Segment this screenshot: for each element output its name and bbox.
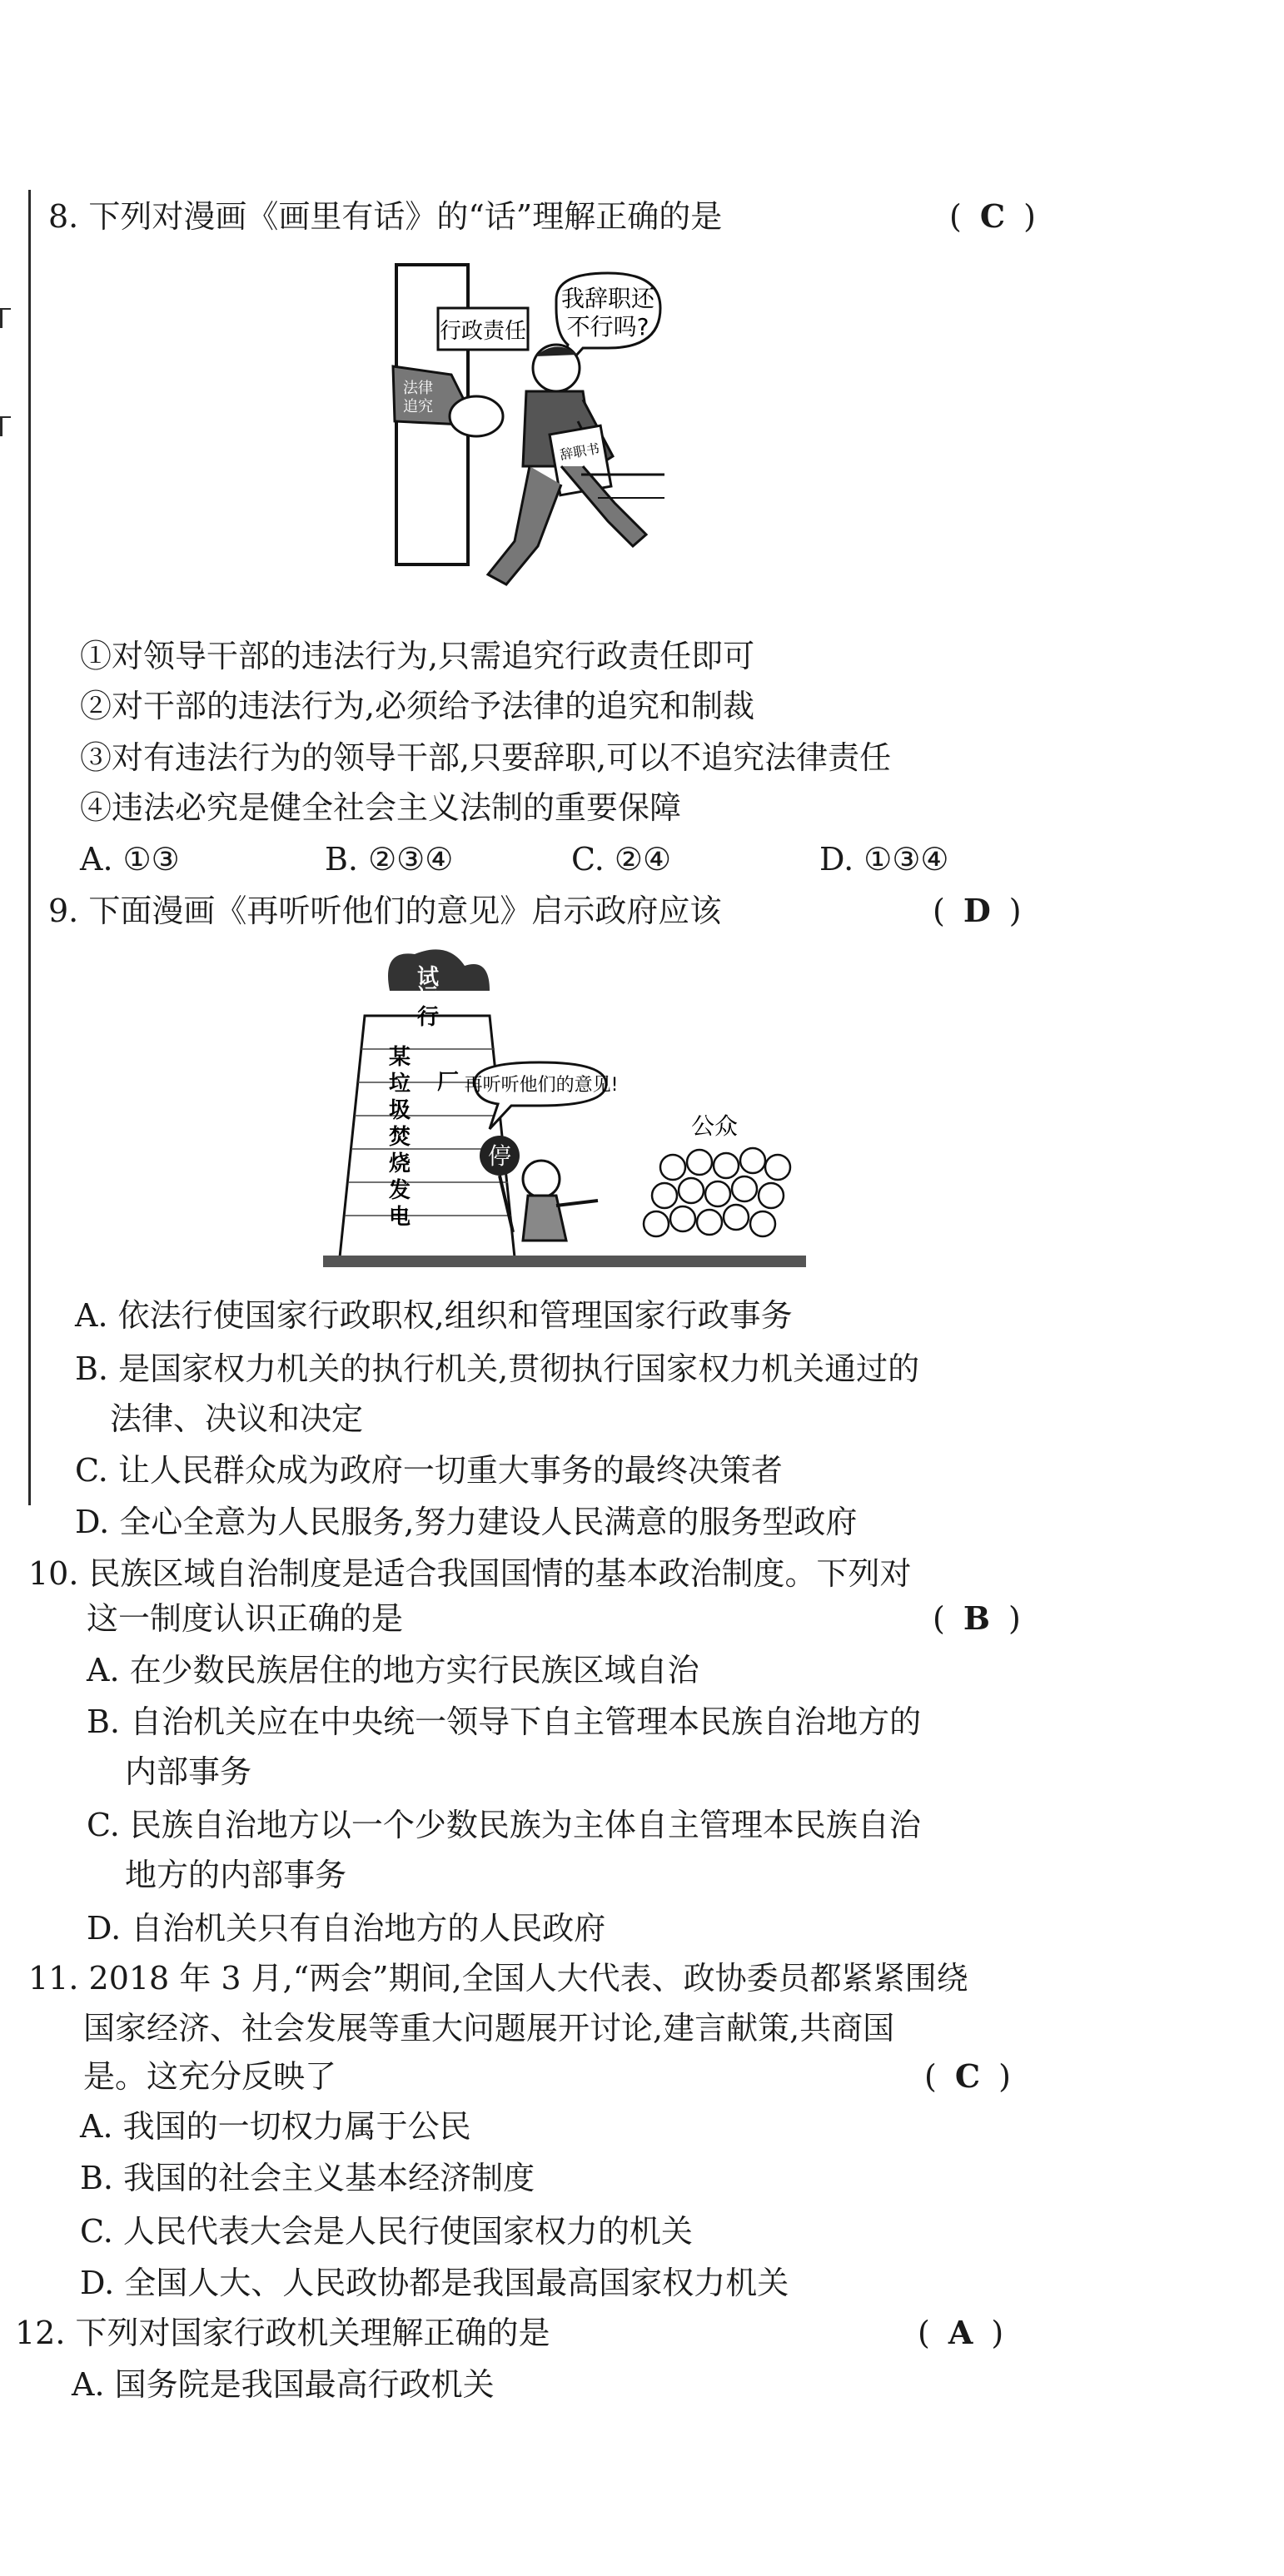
choice-9-b-continued: 法律、决议和决定: [110, 1400, 364, 1437]
choice-11-d: D. 全国人大、人民政协都是我国最高国家权力机关: [80, 2265, 789, 2301]
question-number: 9.: [48, 893, 79, 929]
answer-letter: C: [979, 197, 1006, 235]
choice-11-a: A. 我国的一切权力属于公民: [80, 2108, 471, 2145]
choice-9-c: C. 让人民群众成为政府一切重大事务的最终决策者: [75, 1452, 783, 1489]
margin-mark: [0, 308, 11, 328]
cartoon-listen: [323, 941, 806, 1270]
choice-10-c: C. 民族自治地方以一个少数民族为主体自主管理本民族自治: [87, 1807, 921, 1843]
question-number: 11.: [28, 1960, 79, 1997]
answer-letter: D: [963, 892, 991, 929]
answer-8: ( C ): [949, 197, 1036, 235]
question-text: 2018 年 3 月,“两会”期间,全国人大代表、政协委员都紧紧围绕: [88, 1960, 968, 1997]
choice-11-b: B. 我国的社会主义基本经济制度: [80, 2160, 535, 2196]
choice-8-b: B. ②③④: [325, 841, 454, 878]
resignation-paper-label: 辞职书: [558, 440, 601, 464]
statement-1: ①对领导干部的违法行为,只需追究行政责任即可: [80, 638, 755, 674]
choice-8-a: A. ①③: [80, 841, 180, 878]
question-10-stem-continued: 这一制度认识正确的是: [87, 1600, 404, 1637]
question-11-stem-line-3: 是。这充分反映了: [83, 2058, 337, 2095]
sleeve-label-1: 法律: [403, 380, 433, 397]
question-text: 下列对漫画《画里有话》的“话”理解正确的是: [88, 198, 723, 235]
question-11-stem: [28, 1958, 968, 1998]
answer-11: ( C ): [924, 2057, 1011, 2095]
margin-rule: [28, 190, 31, 1505]
statement-4: ④违法必究是健全社会主义法制的重要保障: [80, 789, 682, 826]
tower-top-2: 运: [416, 985, 440, 1010]
question-text: 下面漫画《再听听他们的意见》启示政府应该: [88, 893, 722, 929]
choice-10-b-continued: 内部事务: [125, 1753, 252, 1790]
answer-12: ( A ): [918, 2314, 1004, 2351]
choice-9-d: D. 全心全意为人民服务,努力建设人民满意的服务型政府: [75, 1504, 858, 1540]
question-number: 8.: [48, 198, 79, 235]
question-11-stem-line-2: 国家经济、社会发展等重大问题展开讨论,建言献策,共商国: [83, 2010, 895, 2046]
speech-line-2: 不行吗?: [566, 313, 649, 341]
answer-letter: B: [963, 1599, 990, 1637]
answer-letter: A: [948, 2314, 973, 2351]
question-text: 下列对国家行政机关理解正确的是: [75, 2315, 550, 2351]
choice-12-a: A. 国务院是我国最高行政机关: [72, 2366, 495, 2403]
answer-letter: C: [954, 2057, 981, 2095]
sleeve-label-2: 追究: [403, 398, 433, 415]
question-text: 民族区域自治制度是适合我国国情的基本政治制度。下列对: [88, 1555, 912, 1592]
choice-10-c-continued: 地方的内部事务: [125, 1857, 347, 1893]
question-number: 12.: [15, 2315, 66, 2351]
tower-top-3: 行: [416, 1005, 440, 1030]
choice-9-a: A. 依法行使国家行政职权,组织和管理国家行政事务: [75, 1297, 793, 1334]
tower-top-1: 试: [416, 965, 440, 990]
question-number: 10.: [28, 1555, 79, 1592]
stop-sign-text: 停: [487, 1142, 512, 1170]
statement-2: ②对干部的违法行为,必须给予法律的追究和制裁: [80, 688, 755, 724]
door-sign-text: 行政责任: [439, 319, 527, 344]
margin-mark: [0, 416, 11, 436]
svg-text:某: 某: [388, 1045, 411, 1070]
choice-8-c: C. ②④: [571, 841, 672, 878]
cartoon-resignation: [390, 258, 673, 612]
svg-text:焚: 焚: [388, 1125, 411, 1150]
choice-10-b: B. 自治机关应在中央统一领导下自主管理本民族自治地方的: [87, 1703, 922, 1740]
question-10-stem: [28, 1554, 912, 1594]
choice-11-c: C. 人民代表大会是人民行使国家权力的机关: [80, 2213, 693, 2250]
question-12-stem: [15, 2313, 550, 2353]
svg-text:厂: 厂: [436, 1070, 460, 1095]
answer-9: ( D ): [933, 892, 1022, 929]
crowd-label: 公众: [690, 1112, 739, 1140]
question-8-stem: [48, 196, 722, 236]
svg-text:圾: 圾: [388, 1098, 411, 1123]
answer-10: ( B ): [933, 1599, 1021, 1637]
svg-text:发: 发: [388, 1178, 411, 1203]
choice-9-b: B. 是国家权力机关的执行机关,贯彻执行国家权力机关通过的: [75, 1350, 920, 1387]
svg-text:电: 电: [388, 1205, 411, 1230]
statement-3: ③对有违法行为的领导干部,只要辞职,可以不追究法律责任: [80, 739, 892, 776]
choice-8-d: D. ①③④: [819, 841, 949, 878]
speech-text: 再听听他们的意见!: [464, 1075, 619, 1096]
choice-10-a: A. 在少数民族居住的地方实行民族区域自治: [87, 1652, 699, 1688]
choice-10-d: D. 自治机关只有自治地方的人民政府: [87, 1910, 606, 1947]
question-9-stem: [48, 891, 721, 931]
svg-text:垃: 垃: [388, 1072, 411, 1097]
speech-line-1: 我辞职还: [560, 285, 655, 312]
svg-text:烧: 烧: [388, 1151, 411, 1176]
